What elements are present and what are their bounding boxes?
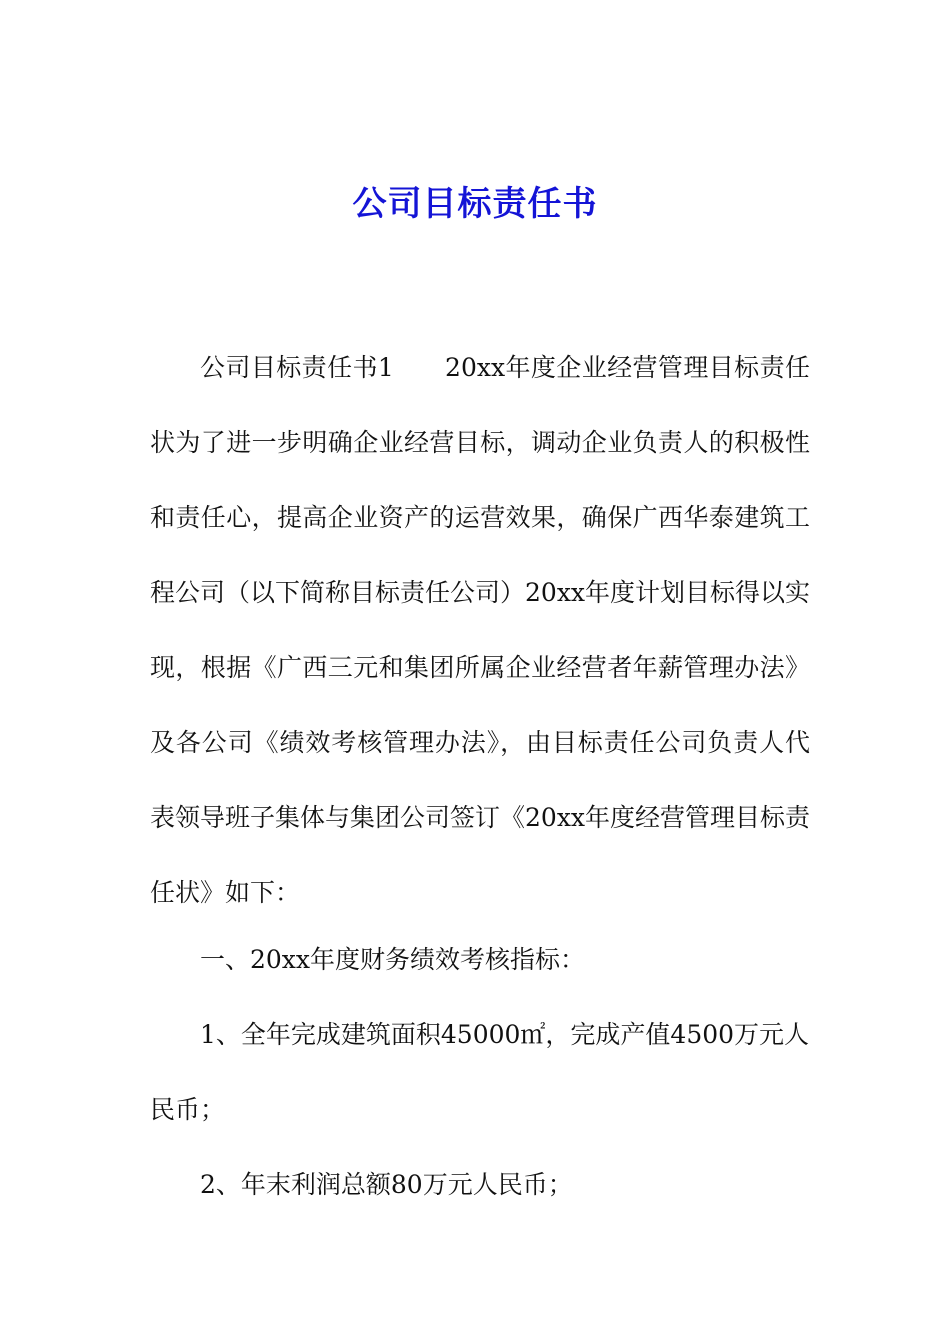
section-heading: 一、20xx年度财务绩效考核指标： [200, 945, 586, 974]
document-title: 公司目标责任书 [352, 184, 598, 224]
list-item: 2、年末利润总额80万元人民币； [200, 1170, 573, 1199]
intro-paragraph: 公司目标责任书1 20xx年度企业经营管理目标责任状为了进一步明确企业经营目标，调动企业负责人的积极性和责任心，提高企业资产的运营效果，确保广西华泰建筑工程公司（以下简称目标责任公司）20xx年度计划目标得以实现，根据《广西三元和集团所属企业经营者年薪管理办法》及各公司《绩效考核管理办法》，由目标责任公司负责人代表领导班子集体与集团公司签订《20xx年度经营管理目标责任状》如下： [150, 353, 811, 907]
financial-indicators-section [150, 922, 810, 1222]
list-item: 1、全年完成建筑面积45000㎡，完成产值4500万元人民币； [150, 1020, 810, 1124]
